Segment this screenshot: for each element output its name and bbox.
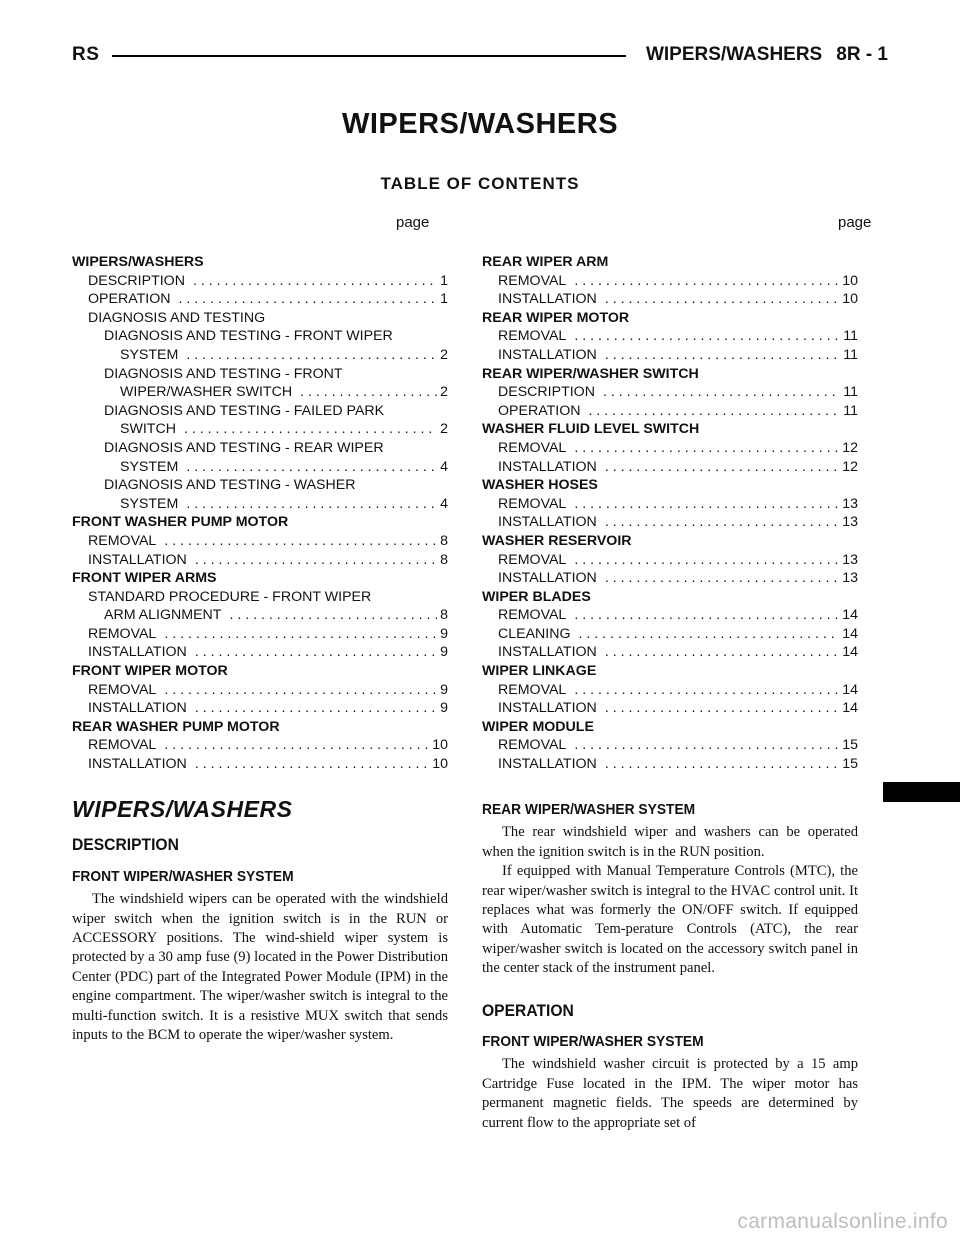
toc-entry-label: INSTALLATION [498,346,597,363]
toc-entry-page: 12 [842,439,858,456]
front-operation-paragraph: The windshield washer circuit is protected by a 15 amp Cartridge Fuse located in the IPM. The wiper motor has permanent magnetic fields. The speeds are determined by current flow to the appropriate set of [482,1056,858,1131]
toc-dot-leader [178,495,437,514]
toc-entry-page: 11 [843,346,858,363]
toc-entry-label: REMOVAL [498,607,567,624]
toc-entry[interactable] [482,365,858,384]
toc-entry-label: DESCRIPTION [88,272,185,289]
toc-dot-leader [187,699,437,718]
toc-entry[interactable] [72,290,448,309]
toc-entry[interactable] [482,272,858,291]
toc-entry[interactable] [72,551,448,570]
toc-entry-label: WASHER FLUID LEVEL SWITCH [482,421,700,438]
toc-entry-page: 12 [842,458,858,475]
toc-entry-label: OPERATION [498,402,581,419]
toc-entry-label: REAR WASHER PUMP MOTOR [72,718,280,735]
toc-entry-page: 4 [440,495,448,512]
toc-entry-page: 13 [842,495,858,512]
toc-entry-page: 14 [842,644,858,661]
toc-entry[interactable] [72,681,448,700]
body-right-column [482,800,858,1133]
toc-entry-label: INSTALLATION [88,551,187,568]
toc-entry-label: FRONT WIPER ARMS [72,570,217,587]
toc-entry-page: 9 [440,700,448,717]
toc-dot-leader [292,383,437,402]
toc-dot-leader [566,439,839,458]
toc-entry[interactable] [482,476,858,495]
toc-entry[interactable] [482,402,858,421]
toc-dot-leader [178,458,437,477]
toc-entry[interactable] [72,272,448,291]
page-title: WIPERS/WASHERS [341,108,619,140]
toc-entry[interactable] [72,420,448,439]
toc-entry-label: REMOVAL [498,737,567,754]
toc-entry-label: INSTALLATION [498,644,597,661]
toc-title: TABLE OF CONTENTS [380,174,580,193]
toc-entry[interactable] [482,699,858,718]
section-heading: WIPERS/WASHERS [72,796,293,822]
toc-entry[interactable] [72,365,448,384]
toc-entry[interactable] [482,551,858,570]
toc-entry-label: WIPER/WASHER SWITCH [120,384,293,401]
toc-entry-label: SYSTEM [120,458,179,475]
toc-dot-leader [566,272,839,291]
toc-entry[interactable] [482,458,858,477]
toc-dot-leader [178,346,437,365]
toc-entry-page: 1 [440,272,448,289]
toc-dot-leader [187,551,437,570]
toc-entry-page: 8 [440,532,448,549]
toc-entry-label: OPERATION [88,291,171,308]
toc-entry[interactable] [72,513,448,532]
rear-system-paragraph-2: If equipped with Manual Temperature Controls (MTC), the rear wiper/washer switch is integral to the HVAC control unit. It replaces what was formerly the ON/OFF switch. If equipped with Automatic Tem-perature Controls (ATC), the rear wiper/washer switch is located on the accessory switch panel in the center stack of the instrument panel. [482,863,858,977]
toc-entry[interactable] [482,625,858,644]
front-system-heading: FRONT WIPER/WASHER SYSTEM [72,867,294,885]
toc-entry[interactable] [482,606,858,625]
watermark: carmanualsonline.info [737,1210,948,1233]
toc-entry-page: 15 [842,756,858,773]
toc-entry[interactable] [72,643,448,662]
toc-page-label-right: page [838,214,872,231]
toc-dot-leader [156,736,429,755]
toc-entry-label: REMOVAL [88,625,157,642]
toc-page-label-left: page [396,214,430,231]
toc-entry[interactable] [72,402,448,421]
toc-entry-label: WIPER MODULE [482,718,594,735]
toc-entry-page: 15 [842,737,858,754]
toc-entry-label: WASHER RESERVOIR [482,532,632,549]
operation-heading: OPERATION [482,1000,574,1020]
header-section: WIPERS/WASHERS [645,44,823,65]
toc-entry-label: INSTALLATION [88,644,187,661]
toc-entry-label: DIAGNOSIS AND TESTING - FRONT WIPER [104,328,393,345]
toc-entry-label: REMOVAL [498,328,567,345]
toc-entry-page: 2 [440,384,448,401]
toc-dot-leader [566,327,840,346]
toc-entry-label: INSTALLATION [88,700,187,717]
toc-entry-label: DIAGNOSIS AND TESTING - REAR WIPER [104,439,384,456]
toc-entry[interactable] [72,588,448,607]
toc-entry[interactable] [482,588,858,607]
toc-entry[interactable] [482,532,858,551]
toc-entry-label: SYSTEM [120,346,179,363]
toc-entry-label: WIPERS/WASHERS [72,254,204,270]
toc-entry[interactable] [72,383,448,402]
toc-entry-page: 10 [432,756,448,773]
toc-dot-leader [597,569,839,588]
toc-entry-label: REAR WIPER MOTOR [482,309,630,326]
toc-entry[interactable] [482,309,858,328]
description-heading: DESCRIPTION [72,835,179,855]
toc-entry[interactable] [72,699,448,718]
toc-entry-label: REMOVAL [88,681,157,698]
toc-entry-page: 14 [842,625,858,642]
toc-entry-label: SYSTEM [120,495,179,512]
toc-entry-page: 14 [842,700,858,717]
toc-entry[interactable] [482,327,858,346]
toc-dot-leader [597,643,839,662]
toc-entry-page: 10 [432,737,448,754]
toc-entry-page: 11 [843,402,858,419]
header-code: RS [72,44,100,65]
toc-entry[interactable] [72,718,448,737]
toc-entry-label: INSTALLATION [498,570,597,587]
body-left-column [72,796,448,1045]
toc-entry[interactable] [482,662,858,681]
toc-dot-leader [566,551,839,570]
toc-entry-label: WIPER BLADES [482,588,591,605]
toc-dot-leader [595,383,840,402]
toc-dot-leader [597,755,839,774]
toc-entry-label: DESCRIPTION [498,384,595,401]
toc-entry[interactable] [72,532,448,551]
toc-entry[interactable] [72,327,448,346]
header-page-number: 8R - 1 [836,44,888,65]
toc-entry[interactable] [72,439,448,458]
toc-dot-leader [581,402,841,421]
toc-entry-label: DIAGNOSIS AND TESTING - FAILED PARK [104,402,385,419]
toc-entry-page: 10 [842,272,858,289]
toc-entry-label: DIAGNOSIS AND TESTING - FRONT [104,365,343,382]
toc-entry-label: REMOVAL [498,681,567,698]
toc-entry-page: 4 [440,458,448,475]
toc-entry[interactable] [482,290,858,309]
toc-entry[interactable] [72,569,448,588]
toc-entry[interactable] [482,736,858,755]
toc-entry-label: FRONT WASHER PUMP MOTOR [72,514,289,531]
toc-entry[interactable] [482,643,858,662]
toc-entry[interactable] [72,495,448,514]
toc-dot-leader [187,755,429,774]
toc-entry[interactable] [482,439,858,458]
toc-dot-leader [597,290,839,309]
toc-entry[interactable] [482,346,858,365]
toc-entry-label: FRONT WIPER MOTOR [72,663,228,680]
toc-dot-leader [566,495,839,514]
toc-entry[interactable] [482,420,858,439]
toc-entry-page: 13 [842,551,858,568]
section-tab-marker [883,782,960,802]
toc-entry[interactable] [72,625,448,644]
toc-entry-label: INSTALLATION [498,756,597,773]
toc-entry[interactable] [482,755,858,774]
toc-dot-leader [221,606,437,625]
toc-entry-page: 9 [440,681,448,698]
toc-entry-label: INSTALLATION [498,458,597,475]
toc-entry-label: REMOVAL [498,495,567,512]
toc-entry[interactable] [72,458,448,477]
toc-entry-label: INSTALLATION [498,291,597,308]
toc-dot-leader [597,346,840,365]
toc-entry[interactable] [482,495,858,514]
toc-entry-page: 9 [440,625,448,642]
toc-entry-label: INSTALLATION [498,514,597,531]
toc-entry-page: 1 [440,291,448,308]
toc-entry-label: WIPER LINKAGE [482,663,597,680]
toc-entry-label: INSTALLATION [498,700,597,717]
toc-dot-leader [597,699,839,718]
toc-dot-leader [156,532,437,551]
rear-system-heading: REAR WIPER/WASHER SYSTEM [482,801,696,818]
toc-entry-label: STANDARD PROCEDURE - FRONT WIPER [88,588,372,605]
front-operation-heading: FRONT WIPER/WASHER SYSTEM [482,1033,704,1051]
toc-entry-page: 8 [440,551,448,568]
toc-entry-page: 10 [842,291,858,308]
toc-entry-label: DIAGNOSIS AND TESTING - WASHER [104,477,356,494]
toc-entry-page: 11 [843,384,858,401]
toc-entry-label: REMOVAL [88,737,157,754]
toc-entry[interactable] [72,662,448,681]
toc-entry-label: REMOVAL [498,439,567,456]
toc-entry-page: 8 [440,607,448,624]
toc-entry-label: CLEANING [498,625,571,642]
toc-entry[interactable] [72,253,448,272]
front-system-paragraph: The windshield wipers can be operated with the windshield wiper switch when the ignition switch is in the RUN or ACCESSORY positions. The wind-shield wiper system is protected by a 30 amp fuse (9) located in the Power Distribution Center (PDC) part of the Integrated Power Module (IPM) in the engine compartment. The wiper/washer switch is integral to the multi-function switch. It is a resistive MUX switch that sends inputs to the BCM to operate the wiper/washer system. [72,891,448,1044]
toc-dot-leader [176,420,437,439]
toc-left-column [72,253,448,774]
toc-dot-leader [566,681,839,700]
toc-entry-page: 11 [843,328,858,345]
toc-dot-leader [566,606,839,625]
rear-system-paragraph-1: The rear windshield wiper and washers can be operated when the ignition switch is in the RUN position. [482,824,858,860]
toc-dot-leader [156,625,437,644]
toc-entry-page: 2 [440,346,448,363]
toc-dot-leader [597,458,839,477]
toc-dot-leader [597,513,839,532]
toc-entry[interactable] [482,569,858,588]
toc-entry[interactable] [482,681,858,700]
toc-entry[interactable] [72,755,448,774]
toc-entry[interactable] [72,476,448,495]
toc-entry-label: INSTALLATION [88,756,187,773]
toc-entry[interactable] [482,253,858,272]
toc-entry-label: REMOVAL [498,272,567,289]
header-right [632,44,888,66]
toc-entry[interactable] [482,513,858,532]
toc-dot-leader [566,736,839,755]
toc-entry-label: REMOVAL [498,551,567,568]
toc-entry[interactable] [72,606,448,625]
toc-entry-page: 9 [440,644,448,661]
toc-entry[interactable] [72,736,448,755]
toc-entry[interactable] [72,309,448,328]
toc-entry-page: 13 [842,514,858,531]
toc-dot-leader [185,272,437,291]
toc-right-column [482,253,858,774]
toc-entry-page: 2 [440,421,448,438]
toc-entry-label: REMOVAL [88,532,157,549]
toc-entry-page: 14 [842,607,858,624]
header-rule [112,55,626,57]
toc-dot-leader [187,643,437,662]
toc-entry-page: 14 [842,681,858,698]
toc-dot-leader [171,290,438,309]
toc-entry[interactable] [482,383,858,402]
toc-entry[interactable] [482,718,858,737]
toc-dot-leader [571,625,840,644]
toc-entry-page: 13 [842,570,858,587]
toc-entry-label: WASHER HOSES [482,477,598,494]
toc-entry-label: ARM ALIGNMENT [104,607,222,624]
toc-dot-leader [156,681,437,700]
toc-entry-label: REAR WIPER ARM [482,254,609,270]
toc-entry-label: SWITCH [120,421,176,438]
toc-entry-label: DIAGNOSIS AND TESTING [88,309,266,326]
page-header [72,44,888,74]
toc-entry[interactable] [72,346,448,365]
toc-entry-label: REAR WIPER/WASHER SWITCH [482,365,699,382]
